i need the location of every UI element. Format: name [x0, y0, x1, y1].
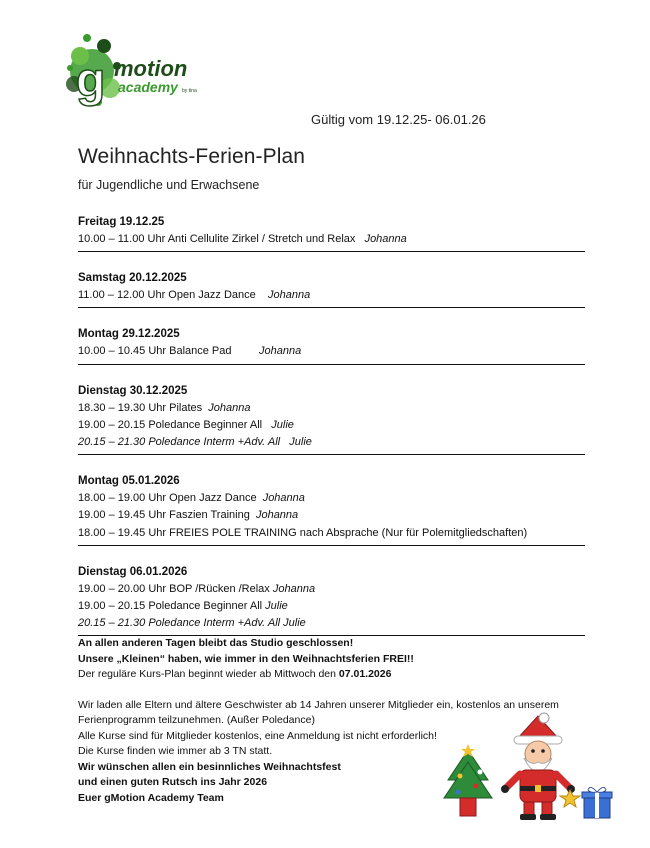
entry-text: 19.00 – 20.15 Poledance Beginner All: [78, 418, 263, 431]
schedule: [78, 214, 585, 654]
note-team: Euer gMotion Academy Team: [78, 791, 224, 804]
entry-trainer: Julie: [283, 617, 306, 630]
note-regular-prefix: Der reguläre Kurs-Plan beginnt wieder ab Mittwoch den: [78, 668, 339, 680]
schedule-entry: [78, 615, 585, 632]
entry-text: 20.15 – 21.30 Poledance Interm +Adv. All: [78, 436, 281, 449]
entry-text: 19.00 – 20.15 Poledance Beginner All: [78, 600, 263, 613]
entry-text: 18.00 – 19.45 Uhr FREIES POLE TRAINING nach Absprache (Nur für Polemitgliedschaften): [78, 526, 528, 539]
logo-academy: academy: [118, 79, 178, 95]
entry-trainer: Johanna: [272, 582, 316, 595]
day-heading: Dienstag 30.12.2025: [78, 384, 188, 397]
gift-box-icon: [582, 787, 612, 818]
schedule-entry: [78, 507, 585, 524]
entry-trainer: Julie: [271, 418, 294, 431]
note-regular-date: 07.01.2026: [338, 668, 392, 680]
note-free: Alle Kurse sind für Mitglieder kostenlos, eine Anmeldung ist nicht erforderlich!: [78, 729, 437, 742]
day-block: [78, 383, 585, 456]
entry-text: 18.00 – 19.00 Uhr Open Jazz Dance: [78, 492, 257, 505]
entry-trainer: Johanna: [262, 492, 305, 505]
entry-trainer: Johanna: [259, 345, 302, 358]
day-block: [78, 564, 585, 637]
entry-text: 19.00 – 20.00 Uhr BOP /Rücken /Relax: [78, 582, 270, 595]
christmas-illustration: [440, 710, 620, 825]
entry-trainer: Johanna: [255, 509, 299, 522]
entry-trainer: Julie: [265, 600, 288, 613]
star-icon: [560, 790, 580, 807]
day-block: [78, 473, 585, 546]
note-closed: An allen anderen Tagen bleibt das Studio geschlossen!: [78, 637, 354, 649]
day-block: [78, 270, 585, 308]
schedule-entry: [78, 287, 585, 304]
page-subtitle: für Jugendliche und Erwachsene: [78, 178, 260, 192]
entry-trainer: Johanna: [208, 401, 251, 414]
entry-text: 20.15 – 21.30 Poledance Interm +Adv. All: [78, 617, 281, 630]
note-min: Die Kurse finden wie immer ab 3 TN statt.: [78, 745, 273, 757]
entry-text: 10.00 – 11.00 Uhr Anti Cellulite Zirkel / Stretch und Relax: [78, 233, 356, 245]
entry-text: 11.00 – 12.00 Uhr Open Jazz Dance: [78, 289, 256, 302]
schedule-entry: [78, 231, 585, 248]
schedule-entry: [78, 525, 585, 542]
day-block: [78, 214, 585, 252]
schedule-entry: [78, 343, 585, 360]
logo-motion: motion: [114, 56, 188, 81]
gmotion-logo: [62, 26, 212, 116]
note-invite: Wir laden alle Eltern und ältere Geschwister ab 14 Jahren unserer Mitglieder ein, kostenlos an unserem Ferienprogramm teilzunehmen. (Außer Poledance): [78, 698, 559, 726]
schedule-entry: [78, 417, 585, 434]
entry-trainer: Johanna: [267, 289, 311, 302]
entry-text: 19.00 – 19.45 Uhr Faszien Training: [78, 509, 250, 522]
note-wish-1: Wir wünschen allen ein besinnliches Weihnachtsfest: [78, 760, 341, 773]
note-wish-2: und einen guten Rutsch ins Jahr 2026: [78, 776, 268, 788]
christmas-tree-icon: [444, 744, 492, 816]
day-block: [78, 326, 585, 364]
santa-icon: [501, 713, 575, 820]
day-heading: Samstag 20.12.2025: [78, 272, 187, 285]
page-title: Weihnachts-Ferien-Plan: [78, 145, 306, 168]
note-regular: [78, 667, 618, 683]
schedule-entry: [78, 490, 585, 507]
schedule-entry: [78, 400, 585, 417]
day-heading: Montag 05.01.2026: [78, 475, 180, 488]
logo-g: g: [76, 54, 106, 107]
day-heading: Freitag 19.12.25: [78, 216, 165, 228]
schedule-entry: [78, 434, 585, 451]
day-heading: Montag 29.12.2025: [78, 328, 180, 341]
schedule-entry: [78, 581, 585, 598]
entry-trainer: Johanna: [364, 233, 407, 245]
valid-period: Gültig vom 19.12.25- 06.01.26: [311, 112, 486, 127]
entry-text: 18.30 – 19.30 Uhr Pilates: [78, 401, 203, 414]
logo-tag: by tina: [182, 88, 197, 94]
note-kleinen: Unsere „Kleinen“ haben, wie immer in den Weihnachtsferien FREI!!: [78, 652, 414, 665]
schedule-entry: [78, 598, 585, 615]
day-heading: Dienstag 06.01.2026: [78, 565, 188, 578]
entry-text: 10.00 – 10.45 Uhr Balance Pad: [78, 345, 232, 358]
entry-trainer: Julie: [289, 436, 312, 449]
